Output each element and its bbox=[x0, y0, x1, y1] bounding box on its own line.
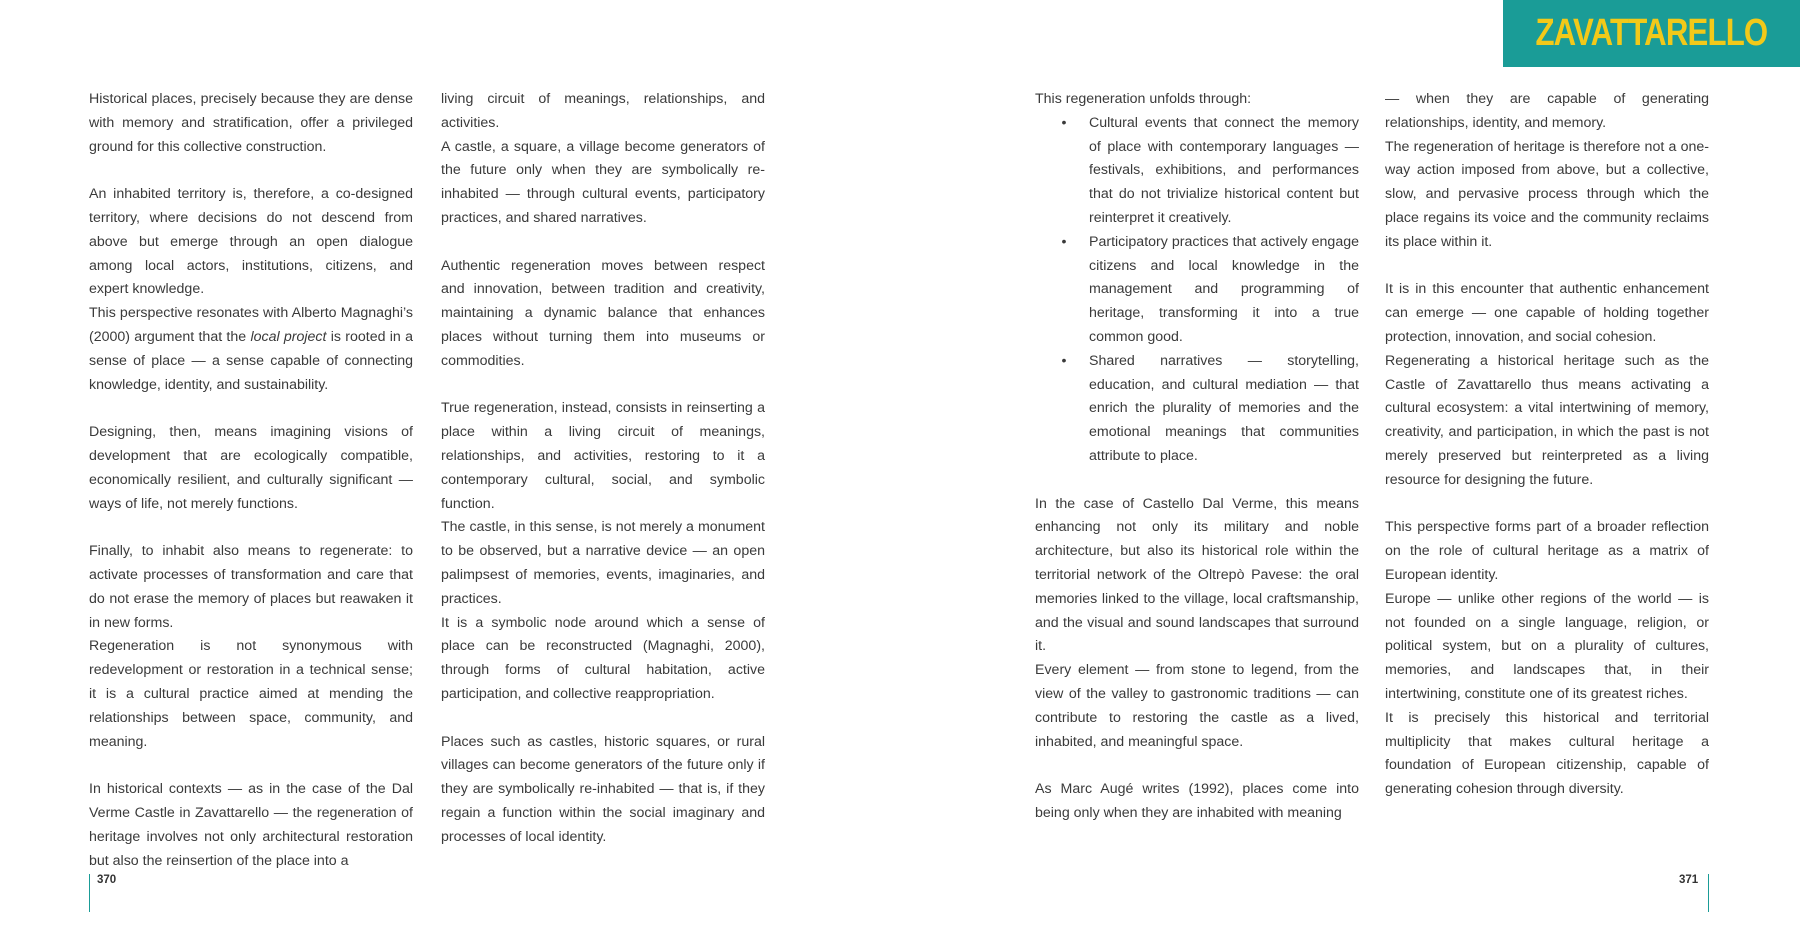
list-item-text: Cultural events that connect the memory of place with contemporary languages — festivals, exhibitions, and performances that do not trivialize historical content but reinterpret it creatively. bbox=[1089, 114, 1359, 226]
spacer bbox=[1385, 493, 1709, 517]
paragraph: The regeneration of heritage is therefore not a one-way action imposed from above, but a collective, slow, and pervasive process through which the place regains its voice and the community reclaims its place within it. bbox=[1385, 138, 1709, 250]
folio-rule-right bbox=[1708, 874, 1709, 912]
chapter-title: ZAVATTARELLO bbox=[1535, 12, 1768, 54]
page-number-left: 370 bbox=[97, 874, 117, 886]
paragraph: In the case of Castello Dal Verme, this means enhancing not only its military and noble architecture, but also its historical role within the territorial network of the Oltrepò Pavese: the oral memories linked to the village, local craftsmanship, and the visual and sound landscapes that surround it. bbox=[1035, 495, 1359, 655]
paragraph: It is in this encounter that authentic enhancement can emerge — one capable of holding together protection, innovation, and social cohesion. bbox=[1385, 281, 1709, 345]
spacer bbox=[89, 397, 413, 421]
paragraph: Designing, then, means imagining visions of development that are ecologically compatible, economically resilient, and culturally significant — ways of life, not merely functions. bbox=[89, 424, 413, 512]
bullet-icon: • bbox=[1061, 233, 1067, 250]
folio-rule-left bbox=[89, 874, 90, 912]
bullet-icon: • bbox=[1061, 352, 1067, 369]
paragraph: An inhabited territory is, therefore, a co-designed territory, where decisions do not descend from above but emerge through an open dialogue among local actors, institutions, citizens, and expert knowledge. bbox=[89, 186, 413, 298]
spacer bbox=[89, 754, 413, 778]
bullet-icon: • bbox=[1061, 114, 1067, 131]
paragraph: It is precisely this historical and territorial multiplicity that makes cultural heritage a foundation of European citizenship, capable of generating cohesion through diversity. bbox=[1385, 709, 1709, 798]
paragraph: This regeneration unfolds through: bbox=[1035, 91, 1252, 107]
paragraph: Historical places, precisely because they are dense with memory and stratification, offer a privileged ground for this collective construction. bbox=[89, 91, 413, 155]
paragraph: The castle, in this sense, is not merely a monument to be observed, but a narrative device — an open palimpsest of memories, events, imaginaries, and practices. bbox=[441, 519, 765, 607]
column-3 bbox=[1035, 88, 1359, 826]
paragraph: This perspective resonates with Alberto Magnaghi’s (2000) argument that the local project is rooted in a sense of place — a sense capable of connecting knowledge, identity, and sustainability. bbox=[89, 305, 413, 393]
paragraph: It is a symbolic node around which a sense of place can be reconstructed (Magnaghi, 2000), through forms of cultural habitation, active participation, and collective reappropriation. bbox=[441, 614, 765, 702]
list-item bbox=[1035, 112, 1359, 231]
paragraph: Finally, to inhabit also means to regenerate: to activate processes of transformation and care that do not erase the memory of places but reawaken it in new forms. bbox=[89, 543, 413, 631]
spacer bbox=[441, 707, 765, 731]
spacer bbox=[89, 516, 413, 540]
list-item bbox=[1035, 231, 1359, 350]
paragraph: A castle, a square, a village become generators of the future only when they are symbolically re-inhabited — through cultural events, participatory practices, and shared narratives. bbox=[441, 138, 765, 226]
column-4 bbox=[1385, 88, 1709, 802]
spacer bbox=[1035, 754, 1359, 778]
paragraph: Regenerating a historical heritage such as the Castle of Zavattarello thus means activating a cultural ecosystem: a vital intertwining of memory, creativity, and participation, in which the past is not merely preserved but reinterpreted as a living resource for designing the future. bbox=[1385, 352, 1709, 488]
spacer bbox=[1035, 469, 1359, 493]
bullet-list bbox=[1035, 112, 1359, 469]
paragraph: True regeneration, instead, consists in reinserting a place within a living circuit of meanings, relationships, and activities, restoring to it a contemporary cultural, social, and symbolic function. bbox=[441, 400, 765, 512]
spacer bbox=[1385, 255, 1709, 279]
paragraph: Every element — from stone to legend, from the view of the valley to gastronomic traditions — can contribute to restoring the castle as a lived, inhabited, and meaningful space. bbox=[1035, 662, 1359, 750]
paragraph: living circuit of meanings, relationships, and activities. bbox=[441, 91, 765, 131]
header-band bbox=[1503, 0, 1800, 67]
spacer bbox=[441, 374, 765, 398]
page-number-right: 371 bbox=[1679, 874, 1699, 886]
paragraph: This perspective forms part of a broader reflection on the role of cultural heritage as a matrix of European identity. bbox=[1385, 519, 1709, 583]
paragraph: As Marc Augé writes (1992), places come into being only when they are inhabited with meaning bbox=[1035, 781, 1359, 821]
column-1 bbox=[89, 88, 413, 873]
paragraph: Authentic regeneration moves between respect and innovation, between tradition and creativity, maintaining a dynamic balance that enhances places without turning them into museums or commodities. bbox=[441, 257, 765, 369]
paragraph: Europe — unlike other regions of the world — is not founded on a single language, religion, or political system, but on a plurality of cultures, memories, and landscapes that, in their intertwining, constitute one of its greatest riches. bbox=[1385, 590, 1709, 702]
list-item-text: Shared narratives — storytelling, education, and cultural mediation — that enrich the plurality of memories and the emotional meanings that communities attribute to place. bbox=[1089, 352, 1359, 464]
list-item bbox=[1035, 350, 1359, 469]
paragraph: — when they are capable of generating relationships, identity, and memory. bbox=[1385, 91, 1709, 131]
paragraph: Regeneration is not synonymous with redevelopment or restoration in a technical sense; it is a cultural practice aimed at mending the relationships between space, community, and meaning. bbox=[89, 638, 413, 750]
spacer bbox=[89, 159, 413, 183]
paragraph: In historical contexts — as in the case of the Dal Verme Castle in Zavattarello — the regeneration of heritage involves not only architectural restoration but also the reinsertion of the place into a bbox=[89, 781, 413, 869]
spacer bbox=[441, 231, 765, 255]
column-2 bbox=[441, 88, 765, 850]
paragraph: Places such as castles, historic squares, or rural villages can become generators of the future only if they are symbolically re-inhabited — that is, if they regain a function within the social imaginary and processes of local identity. bbox=[441, 733, 765, 845]
list-item-text: Participatory practices that actively engage citizens and local knowledge in the management and programming of heritage, transforming it into a true common good. bbox=[1089, 233, 1359, 345]
